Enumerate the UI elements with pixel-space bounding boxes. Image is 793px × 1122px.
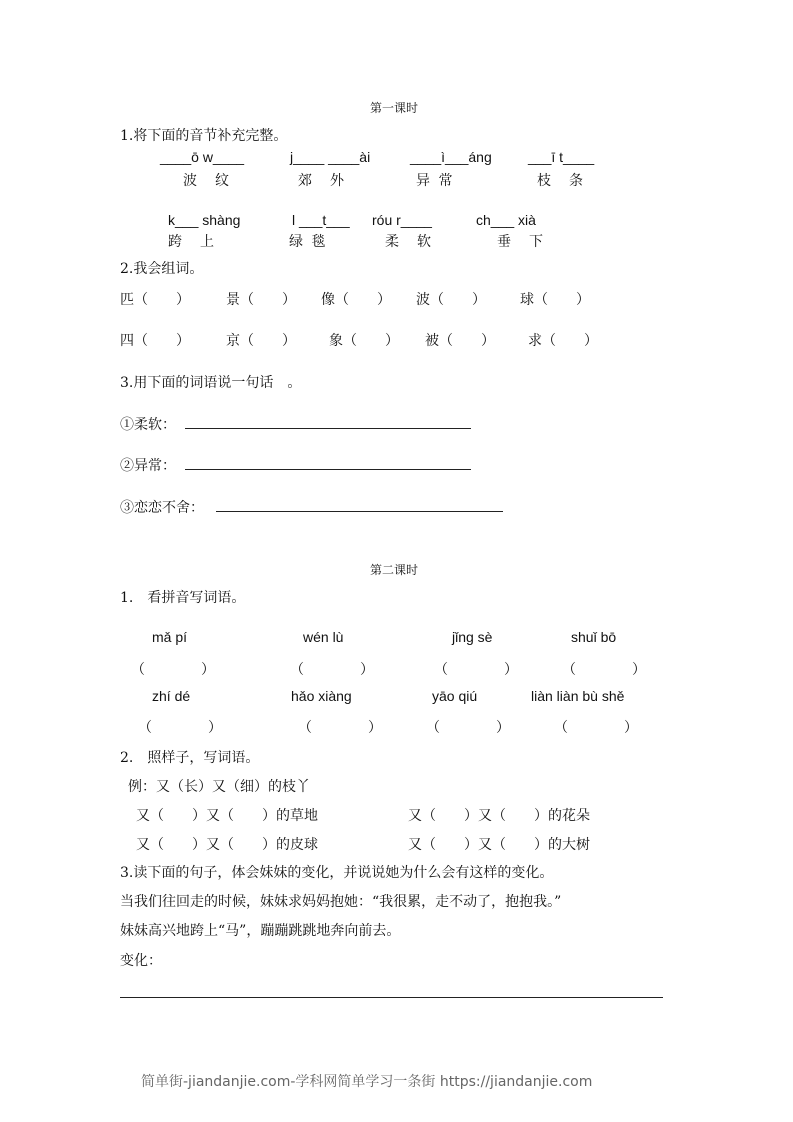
sentence-answer-line-2[interactable] bbox=[185, 469, 471, 470]
lesson1-q1-title: 1.将下面的音节补充完整。 bbox=[120, 128, 288, 144]
word-group-4[interactable]: 波（ ） bbox=[416, 292, 486, 308]
lesson1-title: 第一课时 bbox=[370, 101, 419, 115]
pinyin-blank-3[interactable]: ____ì___áng bbox=[410, 149, 492, 165]
write-blank-2[interactable]: （ ） bbox=[290, 662, 374, 678]
sentence-label-1: ①柔软： bbox=[120, 417, 176, 433]
chars-4: 枝 条 bbox=[537, 173, 585, 189]
word-group-3[interactable]: 像（ ） bbox=[321, 292, 391, 308]
lesson2-q1-title: 1. 看拼音写词语。 bbox=[120, 590, 246, 606]
pinyin-word-3: jǐng sè bbox=[452, 629, 493, 645]
pinyin-word-7: yāo qiú bbox=[432, 688, 478, 704]
write-blank-8[interactable]: （ ） bbox=[554, 720, 638, 736]
write-blank-3[interactable]: （ ） bbox=[434, 662, 518, 678]
pinyin-blank-6[interactable]: l ___t___ bbox=[292, 212, 350, 228]
lesson2-q2-title: 2. 照样子，写词语。 bbox=[120, 750, 260, 766]
pinyin-blank-1[interactable]: ____ō w____ bbox=[160, 149, 245, 165]
chars-6: 绿 毯 bbox=[289, 234, 328, 250]
sentence-answer-line-3[interactable] bbox=[216, 511, 503, 512]
pinyin-word-4: shuǐ bō bbox=[571, 629, 617, 645]
change-label: 变化： bbox=[120, 953, 162, 969]
pinyin-blank-5[interactable]: k___ shàng bbox=[168, 212, 241, 228]
sentence-label-3: ③恋恋不舍： bbox=[120, 500, 204, 516]
word-group-2[interactable]: 景（ ） bbox=[226, 292, 296, 308]
chars-1: 波 纹 bbox=[183, 173, 231, 189]
pinyin-word-6: hǎo xiàng bbox=[291, 688, 352, 704]
word-group-6[interactable]: 四（ ） bbox=[120, 333, 190, 349]
chars-5: 跨 上 bbox=[168, 234, 216, 250]
pinyin-blank-7[interactable]: róu r____ bbox=[372, 212, 432, 228]
pinyin-word-2: wén lù bbox=[303, 629, 344, 645]
phrase-blank-2[interactable]: 又（ ）又（ ）的花朵 bbox=[408, 808, 590, 824]
word-group-1[interactable]: 匹（ ） bbox=[120, 292, 190, 308]
chars-3: 异 常 bbox=[416, 173, 455, 189]
write-blank-6[interactable]: （ ） bbox=[298, 720, 382, 736]
pinyin-blank-4[interactable]: ___ī t____ bbox=[528, 149, 595, 165]
pinyin-blank-8[interactable]: ch___ xià bbox=[476, 212, 536, 228]
write-blank-4[interactable]: （ ） bbox=[562, 662, 646, 678]
change-answer-line[interactable] bbox=[120, 997, 663, 998]
word-group-7[interactable]: 京（ ） bbox=[226, 333, 296, 349]
phrase-blank-1[interactable]: 又（ ）又（ ）的草地 bbox=[136, 808, 318, 824]
pinyin-word-5: zhí dé bbox=[152, 688, 191, 704]
example-phrase: 例：又（长）又（细）的枝丫 bbox=[128, 779, 310, 795]
word-group-10[interactable]: 求（ ） bbox=[528, 333, 598, 349]
word-group-9[interactable]: 被（ ） bbox=[425, 333, 495, 349]
word-group-5[interactable]: 球（ ） bbox=[520, 292, 590, 308]
pinyin-word-8: liàn liàn bù shě bbox=[531, 688, 625, 704]
reading-sentence-2: 妹妹高兴地跨上“马”，蹦蹦跳跳地奔向前去。 bbox=[120, 923, 401, 939]
pinyin-word-1: mǎ pí bbox=[152, 629, 188, 645]
chars-7: 柔 软 bbox=[385, 234, 433, 250]
sentence-label-2: ②异常： bbox=[120, 458, 176, 474]
lesson2-title: 第二课时 bbox=[370, 563, 419, 577]
lesson1-q3-title: 3.用下面的词语说一句话 。 bbox=[120, 375, 302, 391]
footer-watermark: 简单街-jiandanjie.com-学科网简单学习一条街 https://jiandanjie.com bbox=[141, 1074, 593, 1090]
phrase-blank-4[interactable]: 又（ ）又（ ）的大树 bbox=[408, 837, 590, 853]
word-group-8[interactable]: 象（ ） bbox=[329, 333, 399, 349]
lesson2-q3-title: 3.读下面的句子，体会妹妹的变化，并说说她为什么会有这样的变化。 bbox=[120, 865, 554, 881]
write-blank-1[interactable]: （ ） bbox=[131, 662, 215, 678]
write-blank-5[interactable]: （ ） bbox=[138, 720, 222, 736]
write-blank-7[interactable]: （ ） bbox=[426, 720, 510, 736]
chars-8: 垂 下 bbox=[497, 234, 545, 250]
lesson1-q2-title: 2.我会组词。 bbox=[120, 261, 204, 277]
sentence-answer-line-1[interactable] bbox=[185, 428, 471, 429]
reading-sentence-1: 当我们往回走的时候，妹妹求妈妈抱她：“我很累，走不动了，抱抱我。” bbox=[120, 894, 562, 910]
phrase-blank-3[interactable]: 又（ ）又（ ）的皮球 bbox=[136, 837, 318, 853]
pinyin-blank-2[interactable]: j____ ____ài bbox=[290, 149, 371, 165]
chars-2: 郊 外 bbox=[298, 173, 346, 189]
